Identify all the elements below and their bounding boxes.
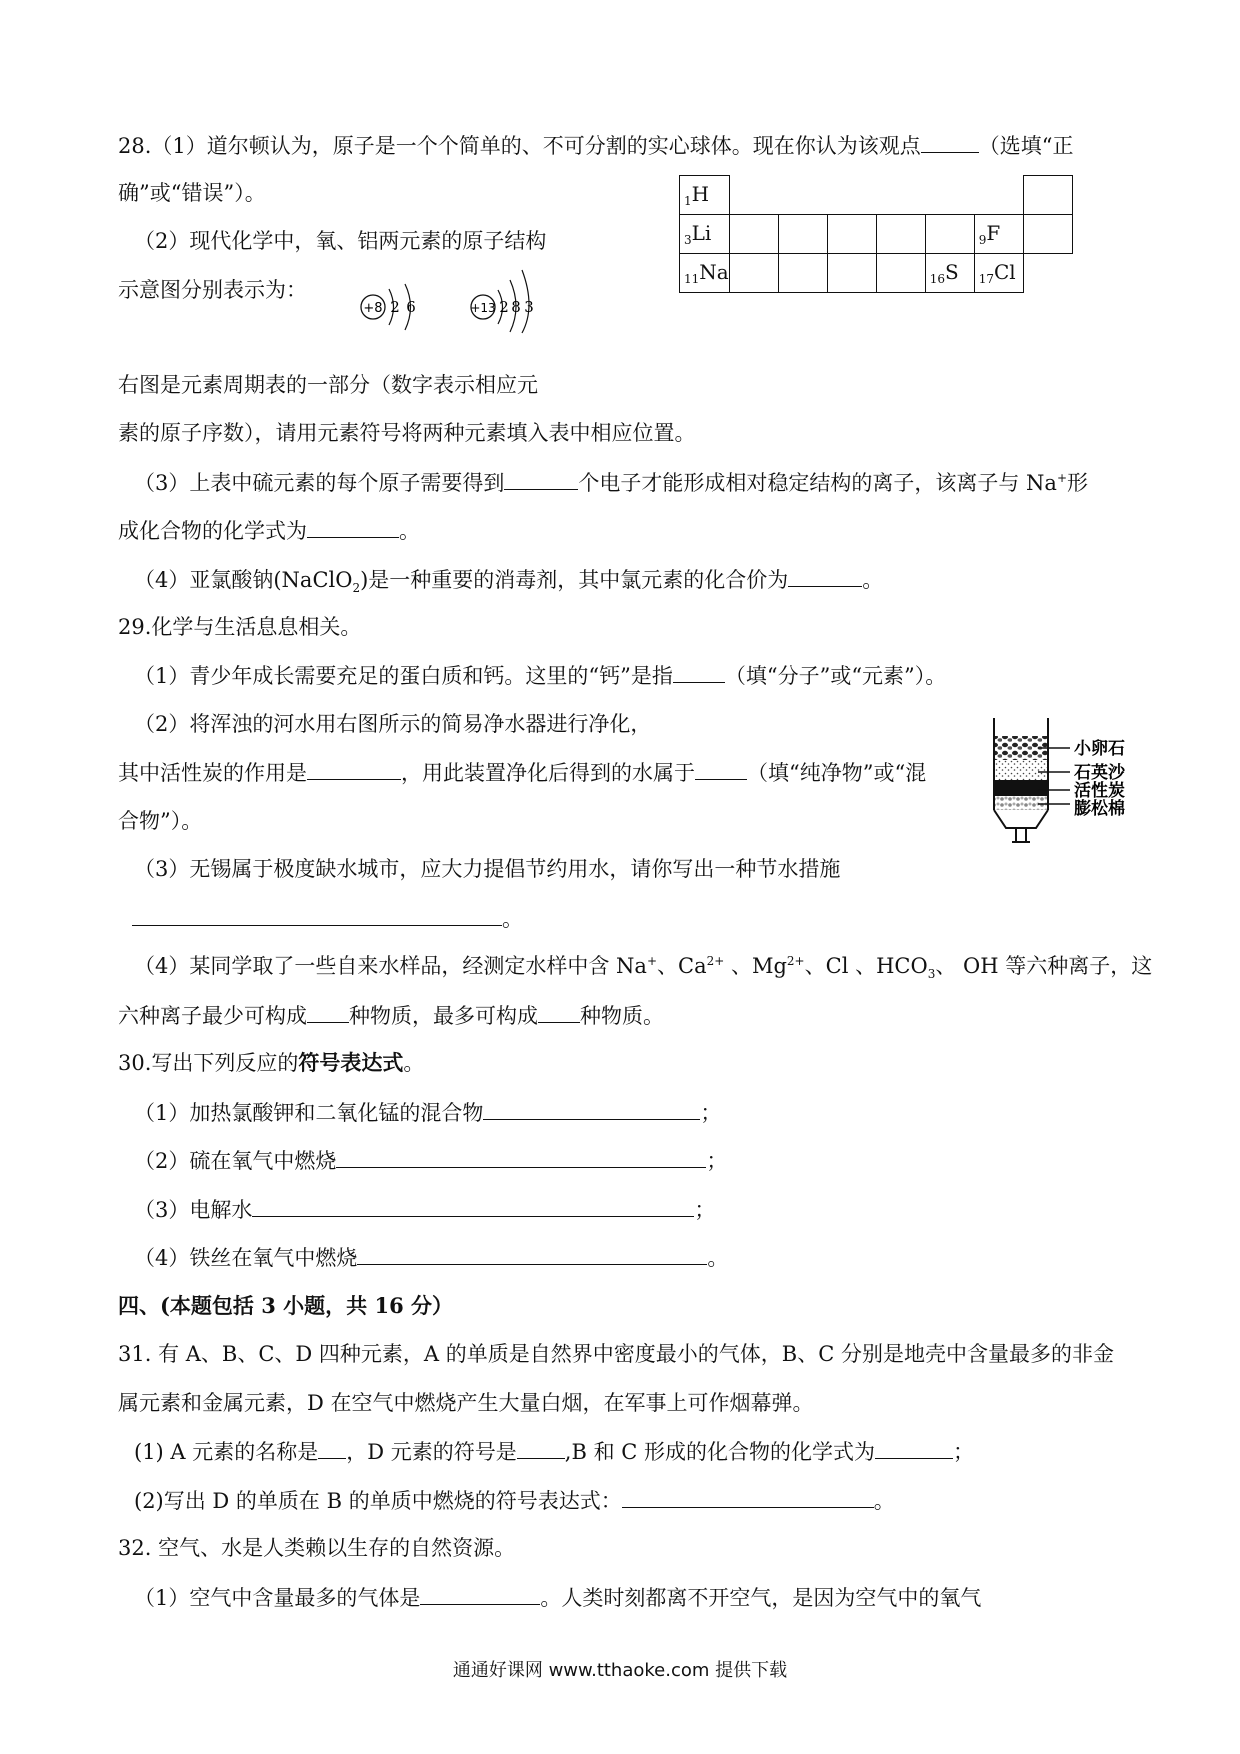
- q29-p1-blank[interactable]: [673, 660, 725, 683]
- element-cell-h: $_1$H: [680, 176, 730, 215]
- q30-title: 30.写出下列反应的符号表达式。: [118, 1050, 425, 1075]
- q31-p1-line: (1) A 元素的名称是 ，D 元素的符号是 ,B 和 C 形成的化合物的化学式为 ；: [134, 1436, 974, 1467]
- q28-p3-blank-electrons[interactable]: [504, 467, 578, 490]
- element-cell-empty[interactable]: [876, 215, 925, 254]
- quartz-sand-layer: [995, 760, 1047, 780]
- q31-p1-blank-bc-formula[interactable]: [875, 1436, 953, 1459]
- q32-title: 32. 空气、水是人类赖以生存的自然资源。: [118, 1536, 516, 1560]
- q31-p1-blank-a-name[interactable]: [318, 1436, 346, 1459]
- q28-p4-line: （4）亚氯酸钠(NaClO$_2$)是一种重要的消毒剂，其中氯元素的化合价为 。: [134, 564, 883, 595]
- aluminium-shell-2-count: 8: [511, 298, 521, 316]
- element-cell-na: $_{11}$Na: [680, 254, 730, 293]
- q32-p1-line: （1）空气中含量最多的气体是 。人类时刻都离不开空气，是因为空气中的氧气: [134, 1582, 981, 1613]
- q30-item-3-blank[interactable]: [252, 1194, 694, 1217]
- q28-p2-line-1: （2）现代化学中，氧、铝两元素的原子结构: [134, 229, 547, 253]
- q28-p2-line-3: 右图是元素周期表的一部分（数字表示相应元: [118, 373, 538, 397]
- q29-p4-line-2: 六种离子最少可构成 种物质，最多可构成 种物质。: [118, 1000, 664, 1031]
- q29-p4-blank-max[interactable]: [538, 1000, 580, 1023]
- q29-p2-blank-carbon-role[interactable]: [307, 757, 401, 780]
- q28-p3-line-2: 成化合物的化学式为 。: [118, 515, 420, 546]
- q30-item-2-blank[interactable]: [336, 1145, 706, 1168]
- q30-item-4-blank[interactable]: [357, 1242, 707, 1265]
- q28-p2-line-4: 素的原子序数），请用元素符号将两种元素填入表中相应位置。: [118, 421, 696, 445]
- q29-p4-line-1: （4）某同学取了一些自来水样品，经测定水样中含 Na+、$Ca^{2+}$ 、$Mg^{2+}$、Cl 、$HCO_3$、 OH 等六种离子，这: [134, 954, 1153, 982]
- label-quartz-sand: 石英沙: [1074, 763, 1125, 783]
- element-cell-empty[interactable]: [876, 254, 925, 293]
- element-cell-empty[interactable]: [827, 215, 876, 254]
- q28-p1-text: 28.（1）道尔顿认为，原子是一个个简单的、不可分割的实心球体。现在你认为该观点: [118, 134, 921, 158]
- element-cell-empty[interactable]: [729, 254, 778, 293]
- element-cell-empty[interactable]: [1023, 215, 1072, 254]
- aluminium-shell-3-count: 3: [524, 298, 534, 316]
- q31-line-1: 31. 有 A、B、C、D 四种元素，A 的单质是自然界中密度最小的气体，B、C 分别是地壳中含量最多的非金: [118, 1342, 1114, 1366]
- cotton-layer: [995, 796, 1047, 810]
- q29-p3-blank-measure[interactable]: [132, 903, 502, 926]
- q31-p2-line: (2)写出 D 的单质在 B 的单质中燃烧的符号表达式： 。: [134, 1485, 895, 1516]
- q30-item-3: （3）电解水 ；: [134, 1194, 715, 1225]
- label-activated-carbon: 活性炭: [1074, 781, 1125, 801]
- q29-p2-blank-water-type[interactable]: [695, 757, 747, 780]
- q30-item-1-blank[interactable]: [483, 1097, 700, 1120]
- period-3-row: [680, 254, 1073, 293]
- period-2-row: [680, 215, 1073, 254]
- q29-p3-line-1: （3）无锡属于极度缺水城市，应大力提倡节约用水，请你写出一种节水措施: [134, 857, 841, 881]
- q31-p1-blank-d-symbol[interactable]: [517, 1436, 565, 1459]
- element-cell-empty-group-18[interactable]: [1023, 176, 1072, 215]
- simple-water-purifier-diagram: [992, 718, 1142, 858]
- element-cell-empty[interactable]: [729, 215, 778, 254]
- q30-item-4: （4）铁丝在氧气中燃烧 。: [134, 1242, 728, 1273]
- q28-p1-blank[interactable]: [921, 130, 979, 153]
- element-cell-empty[interactable]: [925, 215, 974, 254]
- q29-title: 29.化学与生活息息相关。: [118, 615, 362, 639]
- label-pebble: 小卵石: [1074, 739, 1125, 759]
- q28-p4-blank-valence[interactable]: [788, 564, 862, 587]
- period-1-row: [680, 176, 1073, 215]
- q28-p3-line-1: （3）上表中硫元素的每个原子需要得到 个电子才能形成相对稳定结构的离子，该离子与 Na+形: [134, 467, 1088, 498]
- element-cell-s: $_{16}$S: [925, 254, 974, 293]
- q29-p4-blank-min[interactable]: [307, 1000, 349, 1023]
- q29-p1-line: （1）青少年成长需要充足的蛋白质和钙。这里的“钙”是指 （填“分子”或“元素”）。: [134, 660, 946, 691]
- q29-p2-line-3: 合物”）。: [118, 809, 203, 833]
- q29-p2-line-2: 其中活性炭的作用是 ，用此装置净化后得到的水属于 （填“纯净物”或“混: [118, 757, 926, 788]
- section-4-title: 四、(本题包括 3 小题，共 16 分）: [118, 1293, 454, 1318]
- q28-line-1: [118, 130, 1074, 161]
- q28-p3-blank-formula[interactable]: [307, 515, 399, 538]
- q32-p1-blank[interactable]: [420, 1582, 540, 1605]
- periodic-table-fragment: [679, 175, 1073, 293]
- q31-p2-blank[interactable]: [622, 1485, 874, 1508]
- element-cell-empty[interactable]: [778, 254, 827, 293]
- q30-item-1: （1）加热氯酸钾和二氧化锰的混合物 ；: [134, 1097, 721, 1128]
- q28-line-2: 确”或“错误”）。: [118, 181, 266, 205]
- q29-p3-line-2: 。: [132, 903, 523, 934]
- oxygen-shell-1-count: 2: [390, 298, 400, 316]
- oxygen-atom-structure-diagram: [355, 280, 431, 334]
- oxygen-shell-2-count: 6: [406, 298, 416, 316]
- q31-line-2: 属元素和金属元素，D 在空气中燃烧产生大量白烟，在军事上可作烟幕弹。: [118, 1391, 814, 1415]
- q28-p2-line-2: 示意图分别表示为：: [118, 278, 307, 302]
- element-cell-li: $_3$Li: [680, 215, 730, 254]
- activated-carbon-layer: [995, 780, 1047, 796]
- aluminium-nucleus-charge: +13: [470, 301, 496, 315]
- page-footer: 通通好课网 www.tthaoke.com 提供下载: [452, 1660, 788, 1681]
- q29-p2-line-1: （2）将浑浊的河水用右图所示的简易净水器进行净化，: [134, 712, 652, 736]
- element-cell-f: $_9$F: [974, 215, 1023, 254]
- q28-p1-tail: （选填“正: [978, 134, 1074, 158]
- aluminium-atom-structure-diagram: [465, 266, 545, 334]
- oxygen-nucleus-charge: +8: [363, 301, 383, 316]
- element-cell-cl: $_{17}$Cl: [974, 254, 1023, 293]
- element-cell-empty[interactable]: [827, 254, 876, 293]
- q30-item-2: （2）硫在氧气中燃烧 ；: [134, 1145, 727, 1176]
- aluminium-shell-1-count: 2: [499, 298, 509, 316]
- label-cotton: 膨松棉: [1074, 799, 1125, 819]
- element-cell-empty[interactable]: [778, 215, 827, 254]
